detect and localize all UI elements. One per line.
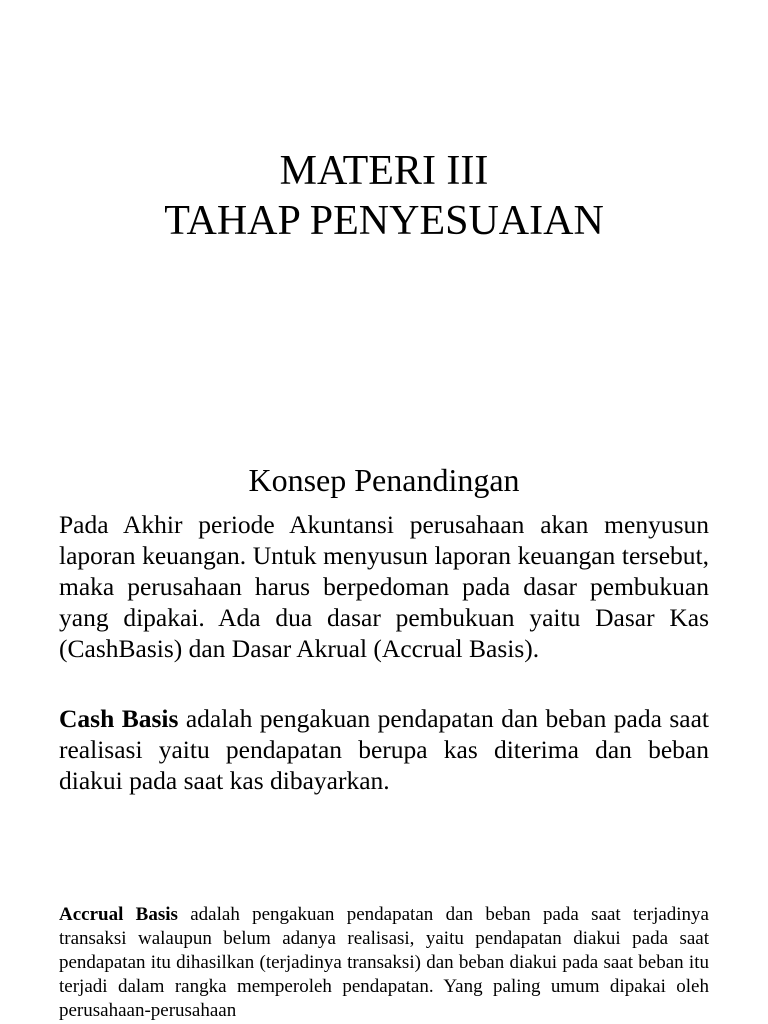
title-line-2: TAHAP PENYESUAIAN — [164, 198, 604, 244]
paragraph-accrual-basis — [59, 903, 709, 1023]
paragraph-cash-basis — [59, 703, 709, 796]
term-accrual-basis: Accrual Basis — [59, 904, 178, 925]
section-heading: Konsep Penandingan — [248, 462, 520, 498]
term-cash-basis: Cash Basis — [59, 704, 179, 733]
paragraph-intro: Pada Akhir periode Akuntansi perusahaan akan menyusun laporan keuangan. Untuk menyusun laporan keuangan tersebut, maka perusahaan harus berpedoman pada dasar pembukuan yang dipakai. Ada dua dasar pembukuan yaitu Dasar Kas (CashBasis) dan Dasar Akrual (Accrual Basis). — [59, 510, 709, 663]
title-line-1: MATERI III — [279, 148, 489, 194]
accrual-basis-definition: adalah pengakuan pendapatan dan beban pada saat terjadinya transaksi walaupun belum adanya realisasi, yaitu pendapatan diakui pada saat pendapatan itu dihasilkan (terjadinya transaksi) dan beban diakui pada saat beban itu terjadi dalam rangka memperoleh pendapatan. Yang paling umum dipakai oleh perusahaan-perusahaan — [59, 904, 709, 1021]
cash-basis-definition: adalah pengakuan pendapatan dan beban pada saat realisasi yaitu pendapatan berupa kas diterima dan beban diakui pada saat kas dibayarkan. — [59, 704, 709, 795]
